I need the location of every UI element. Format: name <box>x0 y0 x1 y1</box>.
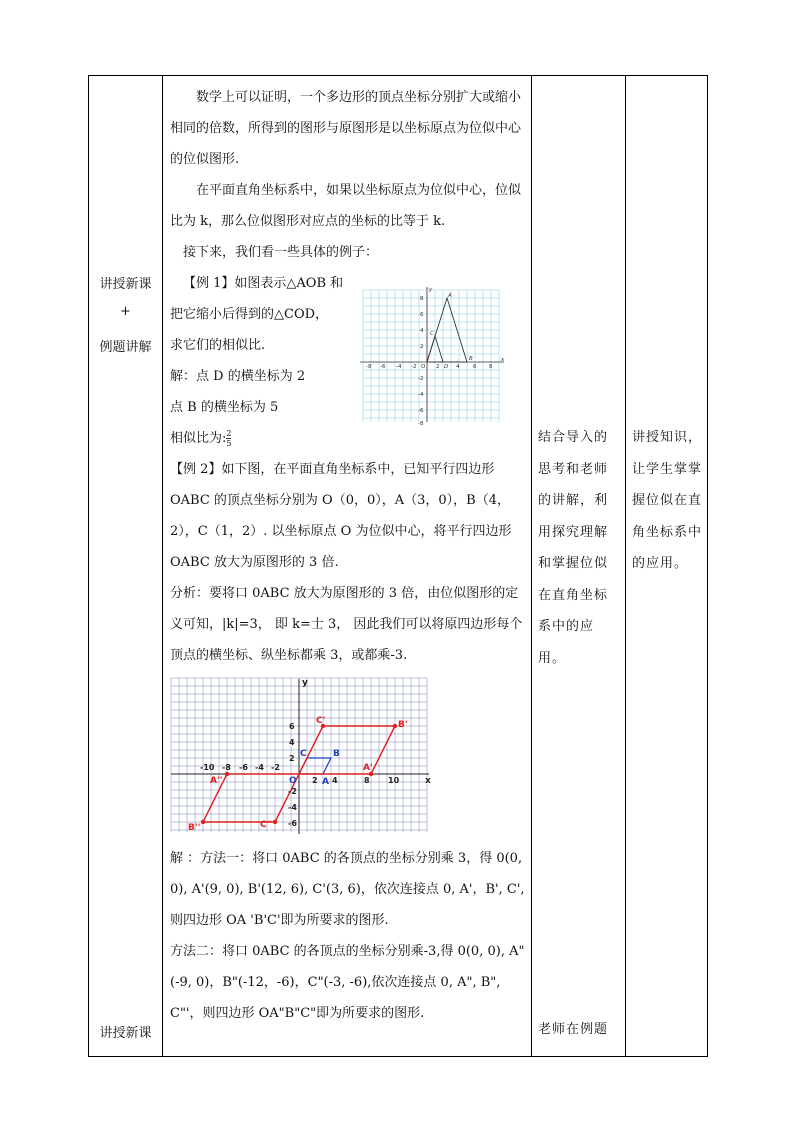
y-tick: 4 <box>420 328 424 334</box>
x-tick: -10 <box>200 763 215 772</box>
y-tick: -2 <box>288 787 297 796</box>
x-tick: -2 <box>271 763 280 772</box>
point-c2 <box>273 820 277 824</box>
y-tick: -4 <box>288 803 297 812</box>
example-1-line: 【例 1】如图表示△AOB 和 <box>183 276 344 291</box>
y-tick: 6 <box>289 722 295 731</box>
point-d-label: D <box>444 364 449 370</box>
main-content <box>170 82 528 1029</box>
x-tick: -6 <box>380 364 386 370</box>
point-c1-label: C' <box>316 716 326 726</box>
origin-label: O <box>289 776 297 786</box>
column-divider <box>162 76 163 1056</box>
point-a2-label: A'' <box>210 776 223 786</box>
y-tick: -6 <box>418 408 424 414</box>
y-tick: 2 <box>420 344 424 350</box>
x-tick: -6 <box>239 763 248 772</box>
example-1-ratio: 相似比为: $\frac{2}{5}$ <box>170 429 232 448</box>
example-1-line: 点 B 的横坐标为 5 <box>170 400 279 415</box>
x-tick: 8 <box>489 364 493 370</box>
y-axis-label: y <box>302 678 308 688</box>
point-a-label: A <box>322 777 329 787</box>
solution-method-2: 方法二：将口 0ABC 的各顶点的坐标分别乘-3,得 0(0, 0), A"(-9, 0)，B"(-12，-6)，C"(-3, -6),依次连接点 0, A", B", C"'，则四边形 OA"B"C"即为所要求的图形. <box>170 944 525 1021</box>
x-tick: 6 <box>473 364 477 370</box>
graph-aob-cod <box>358 286 508 426</box>
x-tick: 8 <box>364 776 370 785</box>
x-tick: 4 <box>456 364 460 370</box>
point-c-label: C <box>300 749 307 759</box>
x-tick: 10 <box>388 776 400 785</box>
section-label: 讲授新课 <box>99 277 152 292</box>
y-tick: -4 <box>418 392 424 398</box>
lesson-table <box>88 75 708 1057</box>
ratio-fraction: $\frac{2}{5}$ <box>226 429 232 448</box>
x-tick: -8 <box>222 763 231 772</box>
point-b-label: B <box>333 749 340 759</box>
example-1 <box>170 268 528 454</box>
origin-label: O <box>421 364 426 370</box>
student-activity: 结合导入的思考和老师的讲解，利用探究理解和掌握位似在直角坐标系中的应用。 <box>538 430 609 666</box>
x-tick: 4 <box>332 776 338 785</box>
y-axis-label: y <box>429 287 433 293</box>
y-tick: 4 <box>289 738 295 747</box>
column-divider <box>625 76 626 1056</box>
point-b1-label: B' <box>398 720 408 730</box>
column-divider <box>531 76 532 1056</box>
x-tick: 2 <box>312 776 318 785</box>
paragraph-proof: 数学上可以证明，一个多边形的顶点坐标分别扩大或缩小相同的倍数，所得到的图形与原图形是以坐标原点为位似中心的位似图形. <box>170 90 522 167</box>
x-tick: -4 <box>396 364 402 370</box>
point-b1 <box>393 724 397 728</box>
y-tick: -8 <box>418 421 424 426</box>
solution-method-1: 解 ：方法一：将口 0ABC 的各顶点的坐标分别乘 3，得 0(0, 0), A'(9, 0), B'(12, 6), C'(3, 6)，依次连接点 0, A'，B', C',则四边形 OA 'B'C'即为所要求的图形. <box>170 851 525 928</box>
paragraph-intro: 接下来，我们看一些具体的例子： <box>183 245 379 260</box>
example-1-line: 把它缩小后得到的△COD， <box>170 307 329 322</box>
x-tick: 2 <box>436 364 440 370</box>
y-tick: -2 <box>418 376 424 382</box>
section-label-examples: 例题讲解 <box>99 340 152 355</box>
example-1-line: 求它们的相似比. <box>170 338 266 353</box>
point-b-label: B <box>469 356 473 362</box>
design-intent: 讲授知识，让学生掌掌握位似在直角坐标系中的应用。 <box>632 430 703 571</box>
section-label-bottom: 讲授新课 <box>99 1026 152 1041</box>
analysis: 分析：要将口 0ABC 放大为原图形的 3 倍，由位似图形的定义可知，|k|=3， 即 k=士 3， 因此我们可以将原四边形每个顶点的横坐标、纵坐标都乘 3，或都乘-3. <box>170 586 523 663</box>
example-1-line: 解：点 D 的横坐标为 2 <box>170 369 306 384</box>
point-a-label: A <box>448 293 452 299</box>
x-axis-label: x <box>425 776 431 786</box>
student-activity-continued: 老师在例题 <box>538 1022 609 1037</box>
example-2: 【例 2】如下图，在平面直角坐标系中，已知平行四边形 OABC 的顶点坐标分别为 O（0，0），A（3，0），B（4，2），C（1，2）. 以坐标原点 O 为位似中心，将平行四边形 OABC 放大为原图形的 3 倍. <box>170 462 512 570</box>
point-a1-label: A' <box>363 763 373 773</box>
paragraph-rule: 在平面直角坐标系中，如果以坐标原点为位似中心，位似比为 k，那么位似图形对应点的坐标的比等于 k. <box>170 183 522 229</box>
point-b2 <box>201 820 205 824</box>
point-b2-label: B'' <box>188 823 201 833</box>
y-tick: 8 <box>420 296 424 302</box>
point-a2 <box>225 772 229 776</box>
y-tick: 2 <box>289 754 295 763</box>
point-c-label: C <box>430 331 434 337</box>
plus-sign: + <box>120 304 131 319</box>
point-c2-label: C'' <box>260 820 273 830</box>
y-tick: -6 <box>288 819 297 828</box>
x-tick: -2 <box>411 364 417 370</box>
x-tick: -4 <box>255 763 264 772</box>
graph-parallelogram <box>170 677 432 837</box>
x-axis-label: x <box>501 357 505 363</box>
x-tick: -8 <box>366 364 372 370</box>
y-tick: 6 <box>420 312 424 318</box>
